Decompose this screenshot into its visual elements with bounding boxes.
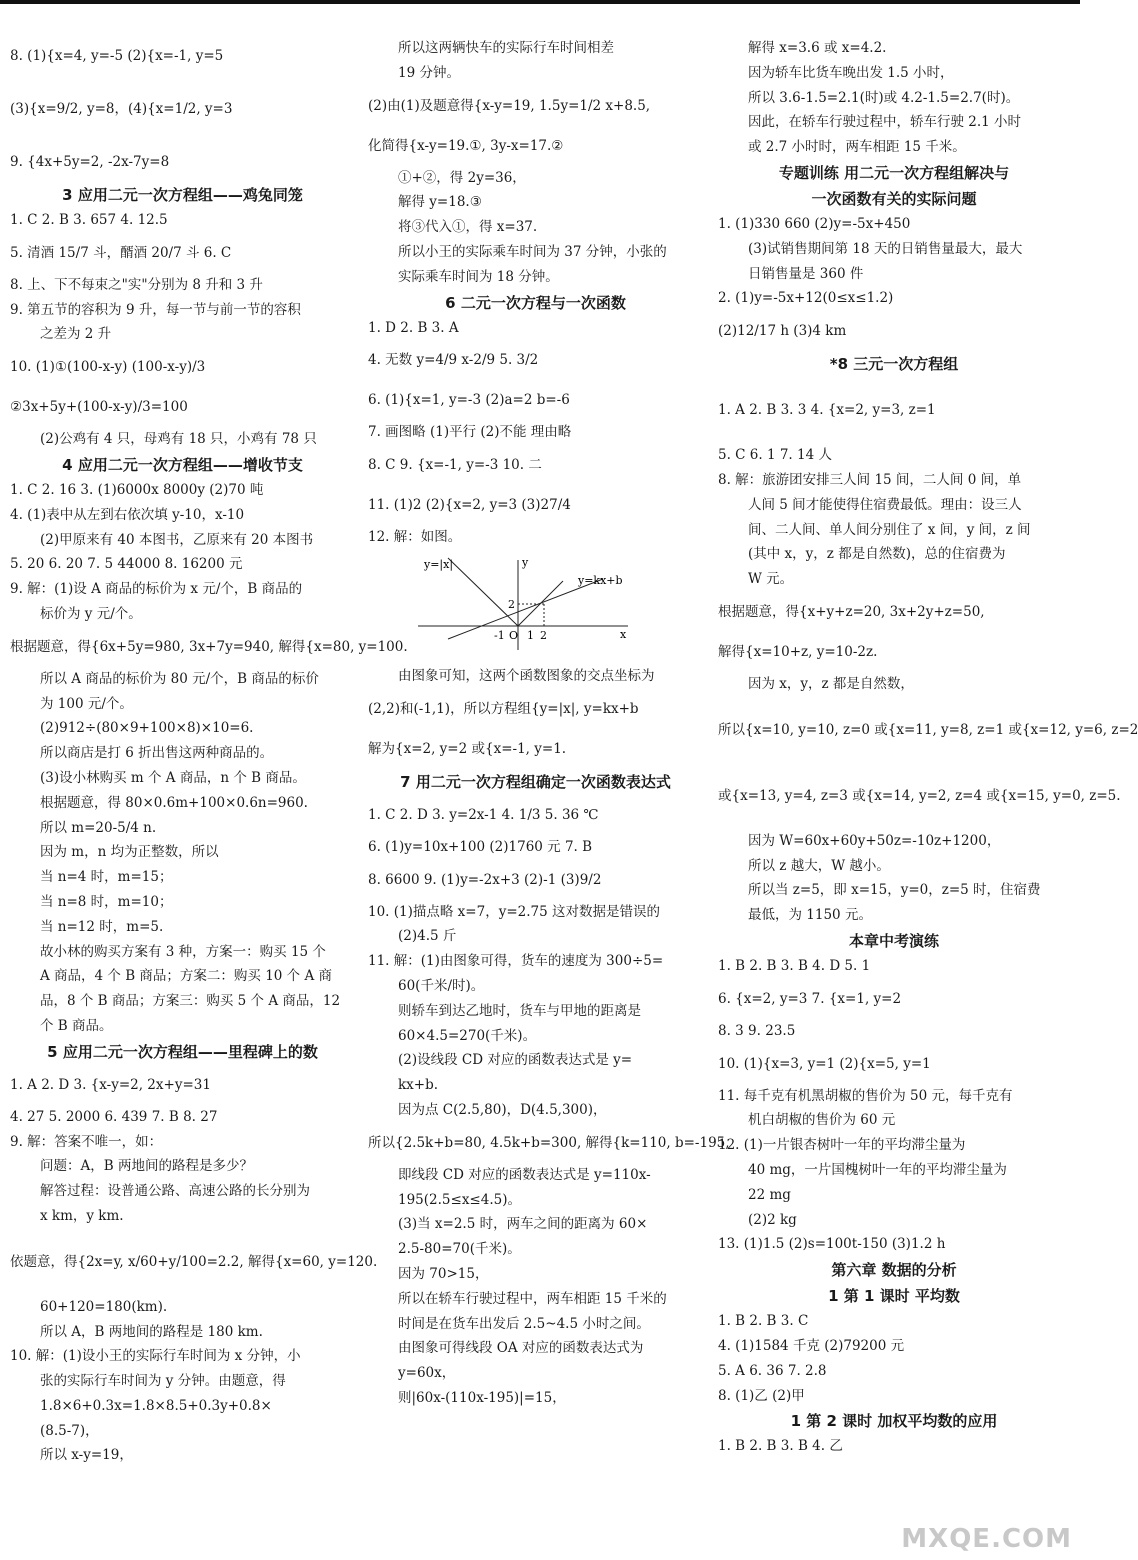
function-graph <box>408 554 638 654</box>
top-rule <box>0 0 1080 4</box>
answer-line: 人间 5 间才能使得住宿费最低。理由：设三人 <box>748 496 1022 513</box>
answer-line: 所以 A，B 两地间的路程是 180 km. <box>40 1323 263 1340</box>
answer-line: kx+b. <box>398 1077 439 1094</box>
section-heading: 专题训练 用二元一次方程组解决与 <box>778 163 1010 182</box>
answer-line: 品，8 个 B 商品；方案三：购买 5 个 A 商品，12 <box>40 993 341 1010</box>
tick-2: 2 <box>540 628 547 642</box>
answer-column-middle <box>368 36 730 1411</box>
answer-line: 13. (1)1.5 (2)s=100t-150 (3)1.2 h <box>718 1236 946 1253</box>
answer-line: ②3x+5y+(100-x-y)/3=100 <box>10 399 188 416</box>
answer-line: 1.8×6+0.3x=1.8×8.5+0.3y+0.8× <box>40 1397 272 1414</box>
answer-line: x km，y km. <box>40 1207 124 1224</box>
answer-line: 11. 每千克有机黑胡椒的售价为 50 元，每千克有 <box>718 1087 1013 1104</box>
answer-line: 195(2.5≤x≤4.5)。 <box>398 1191 521 1208</box>
answer-line: 1. B 2. B 3. B 4. 乙 <box>718 1438 843 1455</box>
answer-line: 解得{x=10+z, y=10-2z. <box>718 643 878 660</box>
answer-line: 11. (1)2 (2){x=2, y=3 (3)27/4 <box>368 497 571 514</box>
answer-line: (2)2 kg <box>748 1211 797 1228</box>
answer-line: 之差为 2 升 <box>40 326 112 343</box>
answer-line: 时间是在货车出发后 2.5~4.5 小时之间。 <box>398 1315 650 1332</box>
answer-line: 10. (1){x=3, y=1 (2){x=5, y=1 <box>718 1055 931 1072</box>
answer-line: 6. {x=2, y=3 7. {x=1, y=2 <box>718 990 902 1007</box>
answer-line: 1. A 2. D 3. {x-y=2, 2x+y=31 <box>10 1076 211 1093</box>
answer-line: 12. 解：如图。 <box>368 529 462 546</box>
answer-line: 8. 解：旅游团安排三人间 15 间，二人间 0 间，单 <box>718 471 1022 488</box>
answer-line: 因为 W=60x+60y+50z=-10z+1200， <box>748 832 1001 849</box>
answer-line: 1. (1)330 660 (2)y=-5x+450 <box>718 215 911 232</box>
answer-line: 22 mg <box>748 1186 791 1203</box>
answer-line: 6. (1){x=1, y=-3 (2)a=2 b=-6 <box>368 392 570 409</box>
answer-line: 所以 A 商品的标价为 80 元/个，B 商品的标价 <box>40 670 319 687</box>
graph-line <box>448 579 603 639</box>
answer-line: 9. 第五节的容积为 9 升，每一节与前一节的容积 <box>10 301 301 318</box>
label-origin: O <box>509 628 519 642</box>
answer-line: 8. 上、下不每束之"实"分别为 8 升和 3 升 <box>10 276 263 293</box>
answer-line: 故小林的购买方案有 3 种，方案一：购买 15 个 <box>40 943 326 960</box>
answer-line: 根据题意，得 80×0.6m+100×0.6n=960. <box>40 794 308 811</box>
answer-line: (3)当 x=2.5 时，两车之间的距离为 60× <box>398 1216 648 1233</box>
answer-line: 所以 3.6-1.5=2.1(时)或 4.2-1.5=2.7(时)。 <box>748 89 1020 106</box>
answer-line: 所以在轿车行驶过程中，两车相距 15 千米的 <box>398 1290 667 1307</box>
tick-neg1: -1 <box>494 628 505 642</box>
answer-line: 依题意，得{2x=y, x/60+y/100=2.2, 解得{x=60, y=120. <box>10 1253 378 1270</box>
answer-line: 日销售量是 360 件 <box>748 265 864 282</box>
answer-line: 由图象可得线段 OA 对应的函数表达式为 <box>398 1340 644 1357</box>
answer-line: 1. C 2. B 3. 657 4. 12.5 <box>10 212 168 228</box>
answer-line: 解得 x=3.6 或 x=4.2. <box>748 40 887 56</box>
answer-line: 因为 70>15， <box>398 1265 489 1282</box>
answer-line: 60(千米/时)。 <box>398 977 485 994</box>
answer-line: 60+120=180(km). <box>40 1298 168 1315</box>
answer-line: 1. C 2. 16 3. (1)6000x 8000y (2)70 吨 <box>10 481 264 498</box>
answer-line: (2)912÷(80×9+100×8)×10=6. <box>40 720 254 737</box>
answer-line: 1. B 2. B 3. B 4. D 5. 1 <box>718 957 871 974</box>
answer-line: 由图象可知，这两个函数图象的交点坐标为 <box>398 667 655 684</box>
answer-line: 所以 z 越大，W 越小。 <box>748 857 890 874</box>
answer-line: 将③代入①，得 x=37. <box>398 219 538 236</box>
answer-line: 因为 x，y，z 都是自然数， <box>748 675 914 692</box>
answer-line: (3)设小林购买 m 个 A 商品，n 个 B 商品。 <box>40 769 306 786</box>
answer-line: 个 B 商品。 <box>40 1017 113 1034</box>
answer-line: 即线段 CD 对应的函数表达式是 y=110x- <box>398 1166 651 1183</box>
answer-line: 40 mg，一片国槐树叶一年的平均滞尘量为 <box>748 1161 1007 1178</box>
answer-line: 最低，为 1150 元。 <box>748 907 872 924</box>
answer-line: 张的实际行车时间为 y 分钟。由题意，得 <box>40 1373 286 1390</box>
answer-line: (2)12/17 h (3)4 km <box>718 323 847 340</box>
answer-line: y=60x， <box>398 1365 456 1382</box>
label-y: y <box>522 555 529 569</box>
answer-line: 当 n=8 时，m=10； <box>40 893 173 910</box>
answer-line: 根据题意，得{x+y+z=20, 3x+2y+z=50, <box>718 603 985 620</box>
answer-line: 所以小王的实际乘车时间为 37 分钟，小张的 <box>398 243 667 260</box>
section-heading: *8 三元一次方程组 <box>829 355 959 374</box>
label-line: y=kx+b <box>578 573 623 587</box>
answer-line: (2)设线段 CD 对应的函数表达式是 y= <box>398 1052 633 1069</box>
answer-line: 8. C 9. {x=-1, y=-3 10. 二 <box>368 457 542 474</box>
answer-line: 5. 20 6. 20 7. 5 44000 8. 16200 元 <box>10 556 243 573</box>
answer-line: 9. 解：答案不唯一，如： <box>10 1133 163 1150</box>
answer-line: 4. 无数 y=4/9 x-2/9 5. 3/2 <box>368 352 539 369</box>
answer-line: 当 n=12 时，m=5. <box>40 918 164 935</box>
answer-line: 因为点 C(2.5,80)，D(4.5,300)， <box>398 1101 607 1118</box>
answer-line: 机白胡椒的售价为 60 元 <box>748 1112 896 1129</box>
answer-line: 或{x=13, y=4, z=3 或{x=14, y=2, z=4 或{x=15, y=0, z=5. <box>718 787 1121 804</box>
answer-line: 解得 y=18.③ <box>398 194 482 211</box>
section-heading: 本章中考演练 <box>848 931 939 950</box>
answer-line: 化简得{x-y=19.①, 3y-x=17.② <box>368 137 564 154</box>
answer-line: (2)由(1)及题意得{x-y=19, 1.5y=1/2 x+8.5, <box>368 97 651 114</box>
answer-line: 因为轿车比货车晚出发 1.5 小时， <box>748 64 954 81</box>
section-heading: 1 第 1 课时 平均数 <box>828 1287 960 1306</box>
label-x: x <box>620 627 627 641</box>
section-heading: 4 应用二元一次方程组——增收节支 <box>62 455 303 474</box>
answer-line: 所以 m=20-5/4 n. <box>40 819 157 836</box>
answer-line: (8.5-7)， <box>40 1422 99 1439</box>
answer-line: 10. 解：(1)设小王的实际行车时间为 x 分钟，小 <box>10 1348 301 1365</box>
answer-line: 因此，在轿车行驶过程中，轿车行驶 2.1 小时 <box>748 114 1022 131</box>
answer-line: (3){x=9/2, y=8，(4){x=1/2, y=3 <box>10 101 233 117</box>
answer-line: 60×4.5=270(千米)。 <box>398 1027 537 1044</box>
label-abs: y=|x| <box>424 557 454 571</box>
answer-line: 问题：A，B 两地间的路程是多少？ <box>40 1158 253 1175</box>
answer-line: 解答过程：设普通公路、高速公路的长分别为 <box>40 1183 310 1200</box>
answer-line: 2.5-80=70(千米)。 <box>398 1241 521 1258</box>
answer-line: 为 100 元/个。 <box>40 695 133 712</box>
answer-line: 则|60x-(110x-195)|=15， <box>398 1389 566 1406</box>
answer-line: 8. 3 9. 23.5 <box>718 1022 796 1039</box>
answer-line: 9. {4x+5y=2, -2x-7y=8 <box>10 154 170 170</box>
answer-line: 8. (1)乙 (2)甲 <box>718 1387 805 1404</box>
answer-line: 5. A 6. 36 7. 2.8 <box>718 1362 827 1379</box>
answer-line: 5. C 6. 1 7. 14 人 <box>718 447 832 464</box>
answer-line: 所以这两辆快车的实际行车时间相差 <box>398 40 614 56</box>
answer-line: 9. 解：(1)设 A 商品的标价为 x 元/个，B 商品的 <box>10 581 303 598</box>
tick-1: 1 <box>527 628 534 642</box>
answer-line: 所以商店是打 6 折出售这两种商品的。 <box>40 745 274 762</box>
answer-line: 间、二人间、单人间分别住了 x 间，y 间，z 间 <box>748 521 1031 538</box>
answer-line: 解为{x=2, y=2 或{x=-1, y=1. <box>368 740 567 757</box>
answer-line: 所以{x=10, y=10, z=0 或{x=11, y=8, z=1 或{x=12, y=6, z=2 <box>718 721 1138 738</box>
answer-line: (2)公鸡有 4 只，母鸡有 18 只，小鸡有 78 只 <box>40 431 317 448</box>
answer-line: 4. 27 5. 2000 6. 439 7. B 8. 27 <box>10 1108 218 1125</box>
answer-line: 所以{2.5k+b=80, 4.5k+b=300, 解得{k=110, b=-195, <box>368 1134 730 1151</box>
section-heading: 第六章 数据的分析 <box>831 1261 957 1280</box>
answer-line: (2)4.5 斤 <box>398 928 457 945</box>
answer-line: 1. C 2. D 3. y=2x-1 4. 1/3 5. 36 ℃ <box>368 806 599 823</box>
answer-line: 11. 解：(1)由图象可得，货车的速度为 300÷5= <box>368 953 664 970</box>
answer-line: 12. (1)一片银杏树叶一年的平均滞尘量为 <box>718 1137 966 1154</box>
answer-line: 5. 清酒 15/7 斗，醑酒 20/7 斗 6. C <box>10 244 232 261</box>
answer-line: 10. (1)①(100-x-y) (100-x-y)/3 <box>10 359 206 376</box>
section-heading: 7 用二元一次方程组确定一次函数表达式 <box>400 772 671 791</box>
answer-line: 2. (1)y=-5x+12(0≤x≤1.2) <box>718 290 894 307</box>
answer-line: 7. 画图略 (1)平行 (2)不能 理由略 <box>368 424 572 441</box>
answer-line: 10. (1)描点略 x=7，y=2.75 这对数据是错误的 <box>368 903 660 920</box>
section-heading: 3 应用二元一次方程组——鸡兔同笼 <box>62 186 303 204</box>
answer-line: ①+②，得 2y=36， <box>398 169 526 186</box>
section-heading: 一次函数有关的实际问题 <box>811 189 977 208</box>
answer-line: 4. (1)表中从左到右依次填 y-10，x-10 <box>10 506 245 523</box>
answer-line: 因为 m，n 均为正整数，所以 <box>40 844 219 861</box>
answer-line: (2)甲原来有 40 本图书，乙原来有 20 本图书 <box>40 531 314 548</box>
answer-column-right <box>718 36 1138 1459</box>
answer-line: (3)试销售期间第 18 天的日销售量最大，最大 <box>748 240 1023 257</box>
answer-line: 实际乘车时间为 18 分钟。 <box>398 268 559 285</box>
watermark-logo: MXQE.COM <box>901 1524 1072 1554</box>
answer-line: (2,2)和(-1,1)，所以方程组{y=|x|, y=kx+b <box>368 700 639 717</box>
answer-column-left <box>10 36 408 1468</box>
answer-line: 1. A 2. B 3. 3 4. {x=2, y=3, z=1 <box>718 402 936 419</box>
section-heading: 1 第 2 课时 加权平均数的应用 <box>790 1412 998 1431</box>
tick-y2: 2 <box>508 597 515 611</box>
section-heading: 5 应用二元一次方程组——里程碑上的数 <box>47 1042 318 1061</box>
section-heading: 6 二元一次方程与一次函数 <box>445 293 626 312</box>
answer-line: 当 n=4 时，m=15； <box>40 869 173 886</box>
answer-line: 4. (1)1584 千克 (2)79200 元 <box>718 1337 905 1354</box>
answer-line: 所以 x-y=19， <box>40 1447 133 1464</box>
answer-line: 6. (1)y=10x+100 (2)1760 元 7. B <box>368 838 593 855</box>
answer-line: 1. B 2. B 3. C <box>718 1313 809 1330</box>
answer-line: A 商品，4 个 B 商品；方案二：购买 10 个 A 商 <box>40 968 333 985</box>
answer-line: 1. D 2. B 3. A <box>368 319 459 336</box>
answer-line: (其中 x，y，z 都是自然数)，总的住宿费为 <box>748 546 1006 563</box>
answer-line: 或 2.7 小时时，两车相距 15 千米。 <box>748 139 966 156</box>
answer-line: 则轿车到达乙地时，货车与甲地的距离是 <box>398 1002 641 1019</box>
answer-line: 19 分钟。 <box>398 64 460 81</box>
answer-line: W 元。 <box>748 571 794 588</box>
answer-line: 标价为 y 元/个。 <box>40 605 142 622</box>
answer-line: 8. (1){x=4, y=-5 (2){x=-1, y=5 <box>10 48 224 64</box>
answer-line: 8. 6600 9. (1)y=-2x+3 (2)-1 (3)9/2 <box>368 871 602 888</box>
answer-line: 所以当 z=5，即 x=15，y=0，z=5 时，住宿费 <box>748 882 1041 899</box>
answer-line: 根据题意，得{6x+5y=980, 3x+7y=940, 解得{x=80, y=100. <box>10 638 408 655</box>
